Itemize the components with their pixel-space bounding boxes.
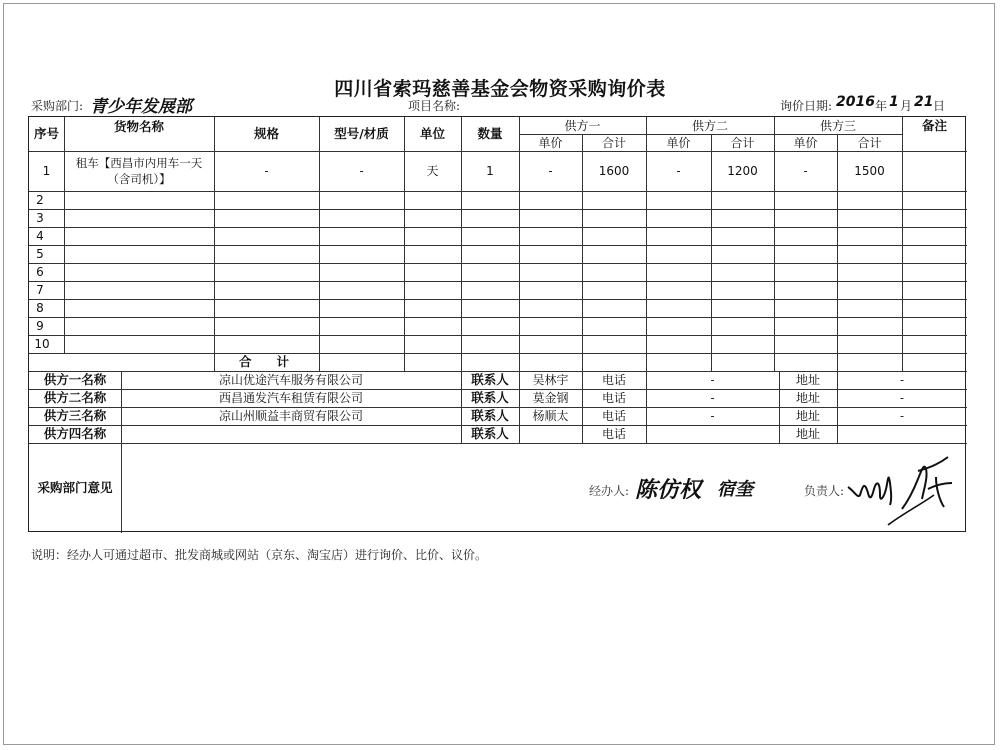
- supplier3-phone: -: [710, 409, 715, 423]
- supplier3-label: 供方三名称: [43, 408, 107, 423]
- supplier1-addr-label: 地址: [795, 373, 820, 387]
- header-s1-price: 单价: [538, 135, 563, 150]
- handler-signature-1: 陈仿权: [635, 478, 702, 503]
- row-seq: 5: [36, 247, 44, 261]
- header-model: 型号/材质: [334, 126, 389, 141]
- row1-model: -: [359, 164, 364, 178]
- supplier1-phone: -: [710, 373, 715, 387]
- supplier2-contact-label: 联系人: [471, 390, 509, 405]
- footnote: 说明：经办人可通过超市、批发商城或网站（京东、淘宝店）进行询价、比价、议价。: [31, 548, 488, 562]
- inquiry-table: [28, 116, 966, 532]
- supplier4-name: [121, 425, 461, 443]
- date-day: 21: [914, 94, 934, 110]
- header-supplier1: 供方一: [564, 118, 601, 133]
- header-remarks: 备注: [921, 117, 947, 133]
- row-seq: 9: [36, 319, 44, 333]
- sum-label: 合 计: [238, 354, 289, 369]
- row-seq: 6: [36, 265, 44, 279]
- header-qty: 数量: [477, 126, 503, 141]
- row-seq: 2: [36, 193, 44, 207]
- date-yue: 月: [900, 99, 913, 113]
- header-supplier2: 供方二: [691, 118, 728, 133]
- date-ri: 日: [933, 99, 946, 113]
- row-seq: 4: [36, 229, 44, 243]
- header-unit: 单位: [419, 126, 445, 141]
- supplier2-phone-label: 电话: [601, 391, 626, 405]
- supplier2-addr-label: 地址: [795, 391, 820, 405]
- supplier2-label: 供方二名称: [43, 390, 107, 405]
- responsible-signature: [844, 449, 959, 529]
- supplier3-name: 凉山州顺益丰商贸有限公司: [218, 409, 363, 423]
- supplier3-addr-label: 地址: [795, 409, 820, 423]
- supplier1-contact: 吴林宇: [532, 373, 569, 387]
- row-seq: 10: [34, 337, 50, 351]
- supplier4-contact: [519, 425, 582, 443]
- row-seq: 7: [36, 283, 44, 297]
- supplier3-phone-label: 电话: [601, 409, 626, 423]
- row1-s1-price: -: [548, 164, 553, 178]
- supplier1-phone-label: 电话: [601, 373, 626, 387]
- date-nian: 年: [875, 99, 888, 113]
- supplier1-label: 供方一名称: [43, 372, 107, 387]
- header-spec: 规格: [253, 126, 279, 141]
- row1-s3-price: -: [803, 164, 808, 178]
- supplier2-contact: 莫金钢: [532, 391, 569, 405]
- header-s3-price: 单价: [793, 135, 818, 150]
- date-month: 1: [889, 94, 899, 110]
- row1-s1-total: 1600: [598, 164, 630, 178]
- header-s1-total: 合计: [601, 135, 626, 150]
- header-s3-total: 合计: [857, 135, 882, 150]
- date-year: 2016: [836, 94, 875, 110]
- handler-signature-2: 宿奎: [717, 479, 753, 500]
- supplier3-addr: -: [899, 409, 905, 423]
- row-seq: 8: [36, 301, 44, 315]
- supplier3-contact: 杨顺太: [532, 409, 569, 423]
- header-seq: 序号: [33, 126, 59, 141]
- supplier2-phone: -: [710, 391, 715, 405]
- header-s2-price: 单价: [666, 135, 691, 150]
- row1-seq: 1: [42, 164, 51, 178]
- opinion-label: 采购部门意见: [37, 480, 113, 495]
- dept-value-handwritten: 青少年发展部: [90, 97, 192, 117]
- supplier1-contact-label: 联系人: [471, 372, 509, 387]
- responsible-label: 负责人:: [804, 484, 845, 498]
- project-label: 项目名称:: [408, 99, 461, 113]
- supplier4-phone-label: 电话: [601, 427, 626, 441]
- dept-label: 采购部门:: [31, 99, 84, 113]
- supplier3-contact-label: 联系人: [471, 408, 509, 423]
- header-supplier3: 供方三: [819, 118, 856, 133]
- header-s2-total: 合计: [730, 135, 755, 150]
- supplier1-addr: -: [899, 373, 905, 387]
- row1-goods: 租车【西昌市内用车一天（含司机）】: [75, 156, 203, 186]
- supplier4-label: 供方四名称: [43, 426, 107, 441]
- row-seq: 3: [36, 211, 44, 225]
- row1-spec: -: [264, 164, 269, 178]
- supplier4-addr: [837, 425, 967, 443]
- supplier2-name: 西昌通发汽车租赁有限公司: [218, 391, 363, 405]
- supplier4-addr-label: 地址: [795, 427, 820, 441]
- supplier4-contact-label: 联系人: [471, 426, 509, 441]
- handler-label: 经办人:: [589, 484, 630, 498]
- form-title: 四川省索玛慈善基金会物资采购询价表: [334, 78, 666, 100]
- header-goods: 货物名称: [113, 119, 164, 134]
- date-label: 询价日期:: [780, 99, 833, 113]
- row1-s3-total: 1500: [854, 164, 885, 178]
- row1-s2-total: 1200: [727, 164, 758, 178]
- row1-unit: 天: [426, 164, 439, 178]
- row1-qty: 1: [486, 164, 494, 178]
- supplier1-name: 凉山优途汽车服务有限公司: [218, 373, 363, 387]
- supplier2-addr: -: [899, 391, 905, 405]
- row1-s2-price: -: [676, 164, 681, 178]
- supplier4-phone: [646, 425, 779, 443]
